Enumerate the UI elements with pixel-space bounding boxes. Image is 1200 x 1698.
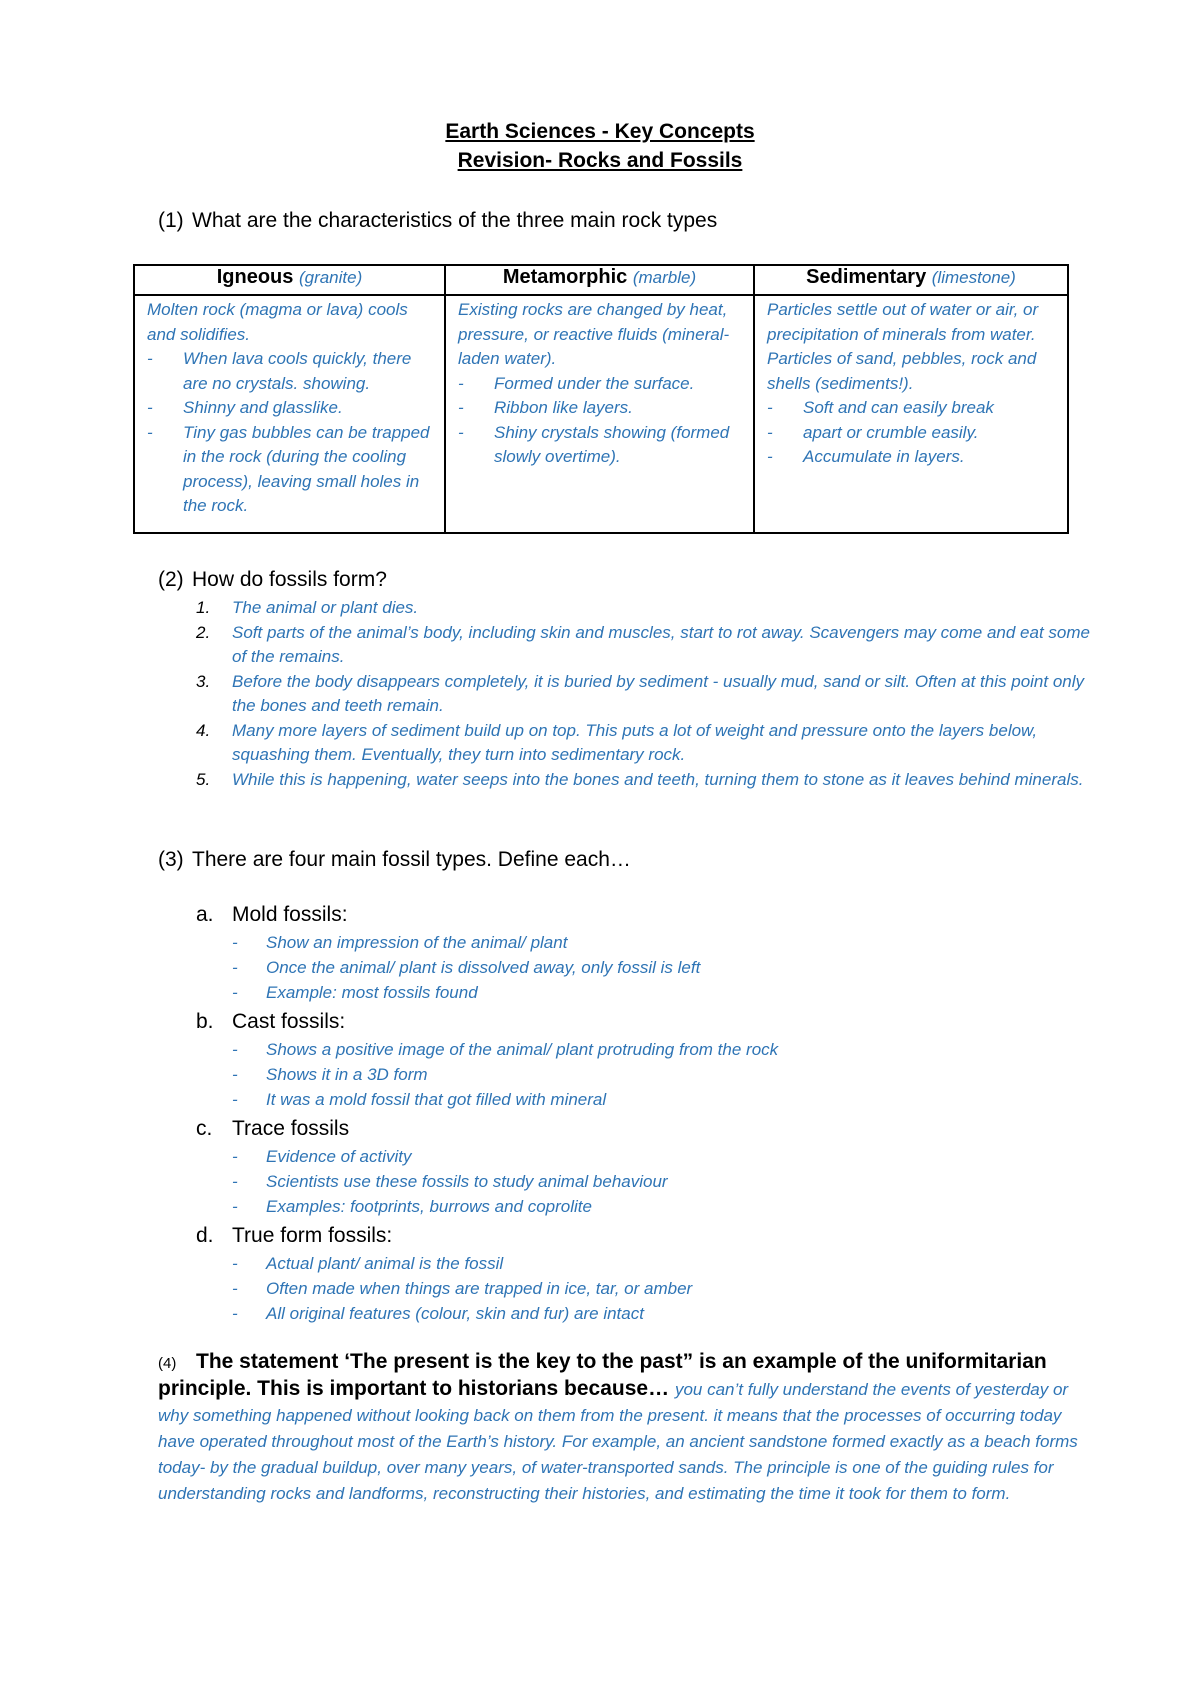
list-item: - Tiny gas bubbles can be trapped in the rock (during the cooling process), leaving small holes in the rock. xyxy=(147,421,436,519)
column-header-sedimentary: Sedimentary (limestone) xyxy=(754,265,1068,295)
column-header-igneous: Igneous (granite) xyxy=(134,265,445,295)
question-statement: The statement ‘The present is the key to the past” is an example of the uniformitarian principle. This is important to historians because… xyxy=(158,1350,1047,1400)
list-item: - Often made when things are trapped in ice, tar, or amber xyxy=(232,1276,1096,1301)
table-body-row xyxy=(134,295,1068,533)
question-number: (3) xyxy=(158,848,184,871)
list-item: - Show an impression of the animal/ plant xyxy=(232,930,1096,955)
page-subtitle: Revision- Rocks and Fossils xyxy=(457,149,743,172)
list-item: - Shinny and glasslike. xyxy=(147,396,436,421)
fossil-type-name: Trace fossils xyxy=(232,1117,350,1140)
question-text: What are the characteristics of the three main rock types xyxy=(192,209,718,232)
metamorphic-cell xyxy=(445,295,754,533)
question-text: How do fossils form? xyxy=(192,568,387,591)
igneous-cell xyxy=(134,295,445,533)
question-3 xyxy=(158,848,631,872)
cell-intro: Molten rock (magma or lava) cools and solidifies. xyxy=(147,300,408,344)
fossil-type-name: Mold fossils: xyxy=(232,903,348,926)
rock-types-table xyxy=(133,264,1069,534)
list-item: - When lava cools quickly, there are no crystals. showing. xyxy=(147,347,436,396)
list-item: - It was a mold fossil that got filled with mineral xyxy=(232,1087,1096,1112)
list-item: - Shows it in a 3D form xyxy=(232,1062,1096,1087)
list-item: - Shiny crystals showing (formed slowly overtime). xyxy=(458,421,745,470)
fossil-type-name: Cast fossils: xyxy=(232,1010,346,1033)
sedimentary-cell xyxy=(754,295,1068,533)
question-4 xyxy=(158,1349,1078,1506)
question-number: (4) xyxy=(158,1355,177,1372)
question-2 xyxy=(158,568,387,592)
table-header-row xyxy=(134,265,1068,295)
question-number: (2) xyxy=(158,568,184,591)
fossil-type-trace: c. Trace fossils - Evidence of activity - Scientists use these fossils to study animal behaviour - Examples: footprints, burrows and coprolite xyxy=(196,1114,1096,1219)
list-item: - Scientists use these fossils to study animal behaviour xyxy=(232,1169,1096,1194)
fossil-type-name: True form fossils: xyxy=(232,1224,393,1247)
list-item: - Soft and can easily break xyxy=(767,396,1059,421)
list-item: - All original features (colour, skin and fur) are intact xyxy=(232,1301,1096,1326)
fossil-type-true-form: d. True form fossils: - Actual plant/ animal is the fossil - Often made when things are trapped in ice, tar, or amber - All original features (colour, skin and fur) are intact xyxy=(196,1221,1096,1326)
fossil-type-mold: a. Mold fossils: - Show an impression of the animal/ plant - Once the animal/ plant is dissolved away, only fossil is left - Example: most fossils found xyxy=(196,900,1096,1005)
list-item: - apart or crumble easily. xyxy=(767,421,1059,446)
fossil-formation-steps xyxy=(196,596,1096,792)
list-item: - Shows a positive image of the animal/ plant protruding from the rock xyxy=(232,1037,1096,1062)
list-item: - Actual plant/ animal is the fossil xyxy=(232,1251,1096,1276)
answer-text: you can’t fully understand the events of yesterday or why something happened without looking back on them from the present. it means that the processes of occurring today have operated throughout most of the Earth’s history. For example, an ancient sandstone formed exactly as a beach forms today- by the gradual buildup, over many years, of water-transported sands. The principle is one of the guiding rules for understanding rocks and landforms, reconstructing their histories, and estimating the time it took for them to form. xyxy=(158,1380,1078,1503)
cell-intro: Particles settle out of water or air, or precipitation of minerals from water. Particles of sand, pebbles, rock and shells (sediments!). xyxy=(767,300,1039,393)
column-header-metamorphic: Metamorphic (marble) xyxy=(445,265,754,295)
question-text: There are four main fossil types. Define each… xyxy=(192,848,631,871)
question-number: (1) xyxy=(158,209,184,232)
question-1 xyxy=(158,209,717,233)
list-item: - Evidence of activity xyxy=(232,1144,1096,1169)
list-item: - Formed under the surface. xyxy=(458,372,745,397)
cell-intro: Existing rocks are changed by heat, pressure, or reactive fluids (mineral- laden water). xyxy=(458,300,730,368)
fossil-type-cast: b. Cast fossils: - Shows a positive image of the animal/ plant protruding from the rock - Shows it in a 3D form - It was a mold fossil that got filled with mineral xyxy=(196,1007,1096,1112)
list-item: - Ribbon like layers. xyxy=(458,396,745,421)
fossil-types xyxy=(196,900,1096,1328)
list-item: 2. Soft parts of the animal’s body, including skin and muscles, start to rot away. Scavengers may come and eat some of the remains. xyxy=(196,622,1090,666)
page-title: Earth Sciences - Key Concepts xyxy=(445,120,755,143)
list-item: 1. The animal or plant dies. xyxy=(196,598,419,617)
list-item: - Examples: footprints, burrows and coprolite xyxy=(232,1194,1096,1219)
list-item: - Example: most fossils found xyxy=(232,980,1096,1005)
list-item: 3. Before the body disappears completely, it is buried by sediment - usually mud, sand or silt. Often at this point only the bones and teeth remain. xyxy=(196,671,1085,715)
list-item: 5. While this is happening, water seeps into the bones and teeth, turning them to stone as it leaves behind minerals. xyxy=(196,769,1084,789)
list-item: - Accumulate in layers. xyxy=(767,445,1059,470)
list-item: 4. Many more layers of sediment build up on top. This puts a lot of weight and pressure onto the layers below, squashing them. Eventually, they turn into sedimentary rock. xyxy=(196,720,1038,764)
list-item: - Once the animal/ plant is dissolved away, only fossil is left xyxy=(232,955,1096,980)
